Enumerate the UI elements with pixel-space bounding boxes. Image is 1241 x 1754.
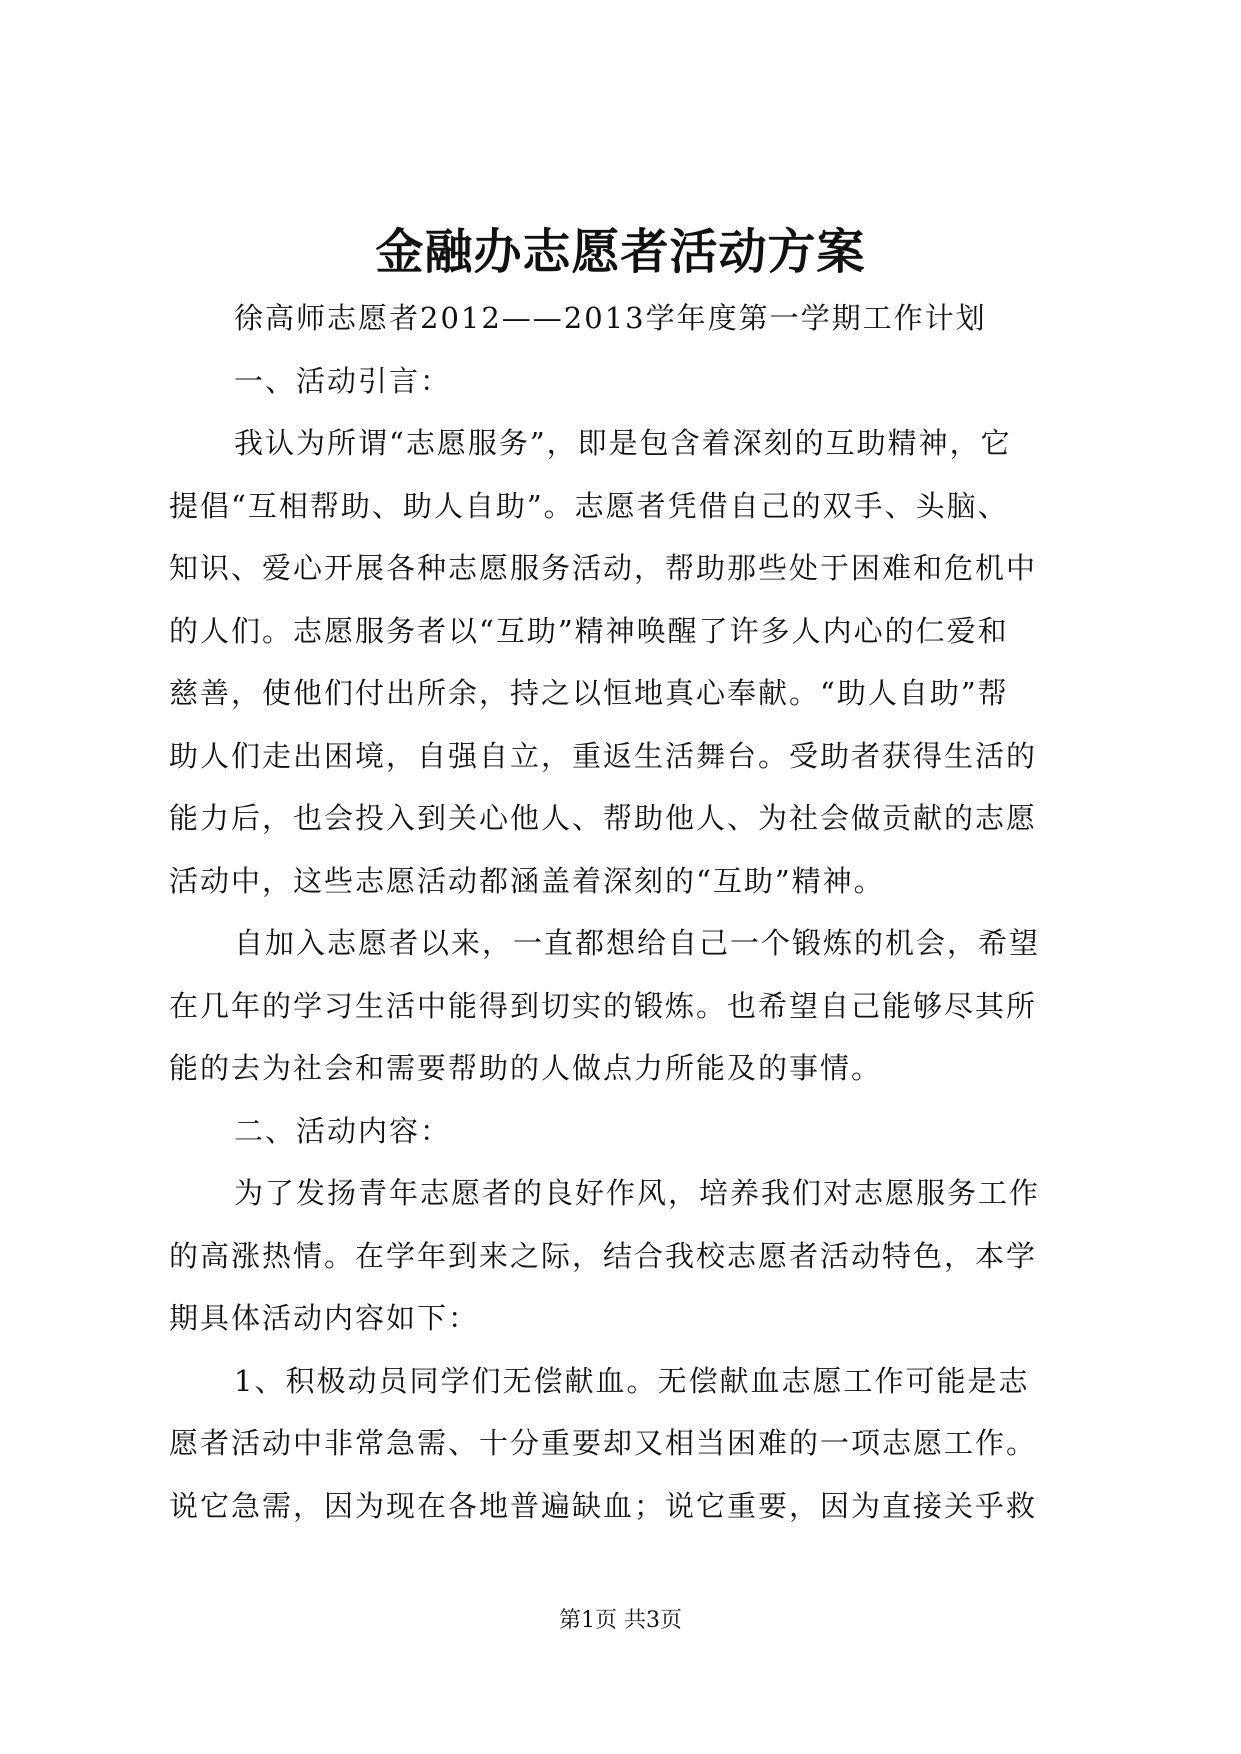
paragraph-line: 1、积极动员同学们无偿献血。无偿献血志愿工作可能是志 xyxy=(234,1363,1030,1398)
section-heading-intro: 一、活动引言： xyxy=(234,363,452,398)
paragraph-line: 的高涨热情。在学年到来之际，结合我校志愿者活动特色，本学 xyxy=(169,1238,1038,1273)
paragraph-line: 助人们走出困境，自强自立，重返生活舞台。受助者获得生活的 xyxy=(169,738,1038,773)
document-title: 金融办志愿者活动方案 xyxy=(375,224,866,280)
document-body xyxy=(169,287,1089,1537)
paragraph-line: 慈善，使他们付出所余，持之以恒地真心奉献。“助人自助”帮 xyxy=(169,676,1009,710)
paragraph-line: 在几年的学习生活中能得到切实的锻炼。也希望自己能够尽其所 xyxy=(169,988,1038,1023)
paragraph-line: 能的去为社会和需要帮助的人做点力所能及的事情。 xyxy=(169,1051,883,1085)
paragraph-line: 期具体活动内容如下： xyxy=(169,1301,480,1335)
paragraph-line: 能力后，也会投入到关心他人、帮助他人、为社会做贡献的志愿 xyxy=(169,801,1038,835)
page-footer: 第1页 共3页 xyxy=(559,1608,682,1633)
paragraph-line: 的人们。志愿服务者以“互助”精神唤醒了许多人内心的仁爱和 xyxy=(169,613,1009,648)
section-heading-content: 二、活动内容： xyxy=(234,1113,452,1148)
paragraph-line: 我认为所谓“志愿服务”，即是包含着深刻的互助精神，它 xyxy=(234,426,1012,460)
paragraph-line: 知识、爱心开展各种志愿服务活动，帮助那些处于困难和危机中 xyxy=(169,551,1038,585)
paragraph-line: 提倡“互相帮助、助人自助”。志愿者凭借自己的双手、头脑、 xyxy=(169,488,1009,523)
paragraph-line: 说它急需，因为现在各地普遍缺血；说它重要，因为直接关乎救 xyxy=(169,1488,1038,1523)
paragraph-line: 自加入志愿者以来，一直都想给自己一个锻炼的机会，希望 xyxy=(234,926,1041,960)
paragraph-line: 活动中，这些志愿活动都涵盖着深刻的“互助”精神。 xyxy=(169,863,885,898)
paragraph-line: 为了发扬青年志愿者的良好作风，培养我们对志愿服务工作 xyxy=(234,1176,1041,1210)
paragraph-line: 愿者活动中非常急需、十分重要却又相当困难的一项志愿工作。 xyxy=(169,1426,1038,1460)
subtitle-line: 徐高师志愿者2012——2013学年度第一学期工作计划 xyxy=(234,301,987,335)
